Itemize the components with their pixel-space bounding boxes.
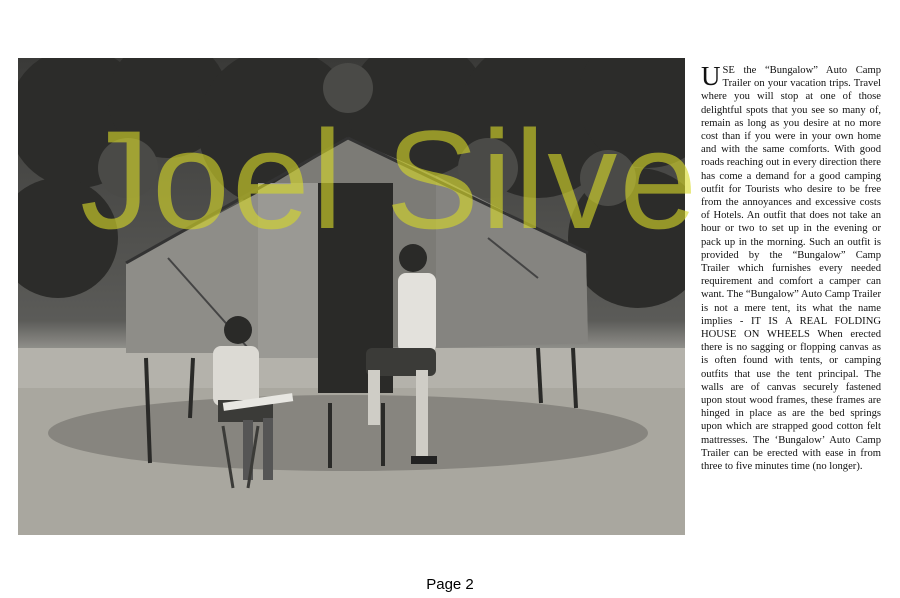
page-number: Page 2 — [426, 576, 474, 593]
camp-trailer-photo — [18, 58, 685, 535]
drop-cap: U — [701, 61, 721, 91]
trailer-shadow — [48, 395, 648, 471]
trailer-door-panel — [258, 183, 318, 358]
article-body: SE the “Bungalow” Auto Camp Trailer on your vacation trips. Travel where you will stop at one of those delightful spots that you see so many of, remain as long as you desire at no more cost than if you were in your own home and with the same comforts. With good roads reaching out in every direction there has come a demand for a good camping outfit for Tourists who desire to be free from the annoyances and excessive costs of Hotels. An outfit that does not take an hour or two to set up in the evening or pack up in the morning. Such an outfit is provided by the “Bungalow” Camp Trailer which furnishes every needed requirement and comfort a camper can want. The “Bungalow” Auto Camp Trailer is not a mere tent, its what the name implies - IT IS A REAL FOLDING HOUSE ON WHEELS When erected there is no sagging or flopping canvas as is often found with tents, or camping outfits that use the tent principal. The walls are of canvas securely fastened upon stout wood frames, these frames are hinged in place as are the bed springs upon which are strapped good cotton felt mattresses. The ‘Bungalow’ Auto Camp Trailer can be erected with ease in from three to five minutes time (no longer). — [701, 65, 881, 473]
article-text — [701, 61, 881, 473]
watermark-text: Joel Silve — [80, 101, 700, 258]
photo-illustration — [18, 58, 685, 535]
